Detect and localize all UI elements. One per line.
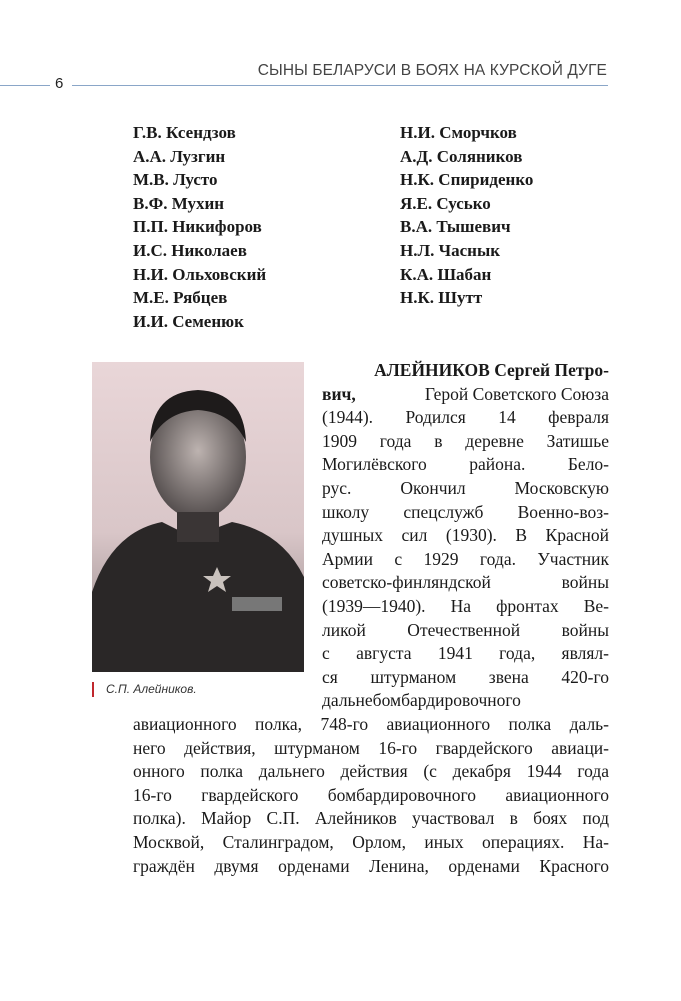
name-item: Н.И. Ольховский [133, 264, 267, 284]
name-item: Н.Л. Часнык [400, 240, 501, 260]
name-item: К.А. Шабан [400, 264, 492, 284]
article-text-wide [133, 713, 609, 878]
name-item: Н.К. Шутт [400, 288, 483, 308]
text-line [322, 383, 609, 407]
name-item: Я.Е. Сусько [400, 193, 491, 213]
photo-caption: С.П. Алейников. [92, 682, 197, 697]
running-title: СЫНЫ БЕЛАРУСИ В БОЯХ НА КУРСКОЙ ДУГЕ [257, 62, 607, 79]
header-rule-left [0, 85, 50, 86]
portrait-photo [92, 362, 304, 672]
text-line: (1944). Родился 14 февраля [322, 407, 609, 428]
text-line: полка). Майор С.П. Алейников участвовал в боях под [133, 808, 609, 829]
text-line: граждён двумя орденами Ленина, орденами Красного [133, 855, 609, 876]
name-item: А.Д. Соляников [400, 146, 523, 166]
text-line: онного полка дальнего действия (с декабря 1944 года [133, 761, 609, 782]
text-line: 16-го гвардейского бомбардировочного авиационного [133, 784, 609, 805]
text-line: Москвой, Сталинградом, Орлом, иных операциях. На- [133, 831, 609, 852]
page-number: 6 [55, 75, 64, 92]
name-item: Н.И. Сморчков [400, 123, 517, 142]
name-item: В.Ф. Мухин [133, 193, 225, 213]
name-item: М.В. Лусто [133, 170, 218, 190]
text-line: авиационного полка, 748-го авиационного полка даль- [133, 714, 609, 734]
text-line: 1909 года в деревне Затишье [322, 430, 609, 451]
text-line: Могилёвского района. Бело- [322, 454, 609, 475]
name-item: И.И. Семенюк [133, 311, 244, 331]
text-line [322, 359, 609, 383]
name-item: И.С. Николаев [133, 240, 247, 260]
header-rule-right [72, 85, 608, 86]
text-line: рус. Окончил Московскую [322, 477, 609, 498]
text-line: с августа 1941 года, являл- [322, 643, 609, 664]
name-item: Н.К. Спириденко [400, 170, 534, 190]
name-item: А.А. Лузгин [133, 146, 226, 166]
article-text-narrow [322, 359, 609, 713]
text-line: школу спецслужб Военно-воз- [322, 501, 609, 522]
text-line: дальнебомбардировочного [322, 690, 521, 711]
names-list-left [133, 121, 266, 333]
text-line: ликой Отечественной войны [322, 619, 609, 640]
names-list-right [400, 121, 533, 310]
text-line: него действия, штурманом 16-го гвардейского авиаци- [133, 737, 609, 758]
text-line: Армии с 1929 года. Участник [322, 548, 609, 569]
name-item: Г.В. Ксендзов [133, 123, 236, 142]
name-item: В.А. Тышевич [400, 217, 511, 237]
name-item: М.Е. Рябцев [133, 288, 228, 308]
text-line: душных сил (1930). В Красной [322, 525, 609, 546]
text-line: советско-финляндской войны [322, 572, 609, 593]
bold-name-cont: вич, [322, 383, 356, 404]
bold-name: АЛЕЙНИКОВ Сергей Петро- [374, 360, 609, 380]
name-item: П.П. Никифоров [133, 217, 262, 237]
text-line: (1939—1940). На фронтах Ве- [322, 595, 609, 616]
text-line: ся штурманом звена 420-го [322, 666, 609, 687]
text-run: Герой Советского Союза [420, 383, 609, 404]
